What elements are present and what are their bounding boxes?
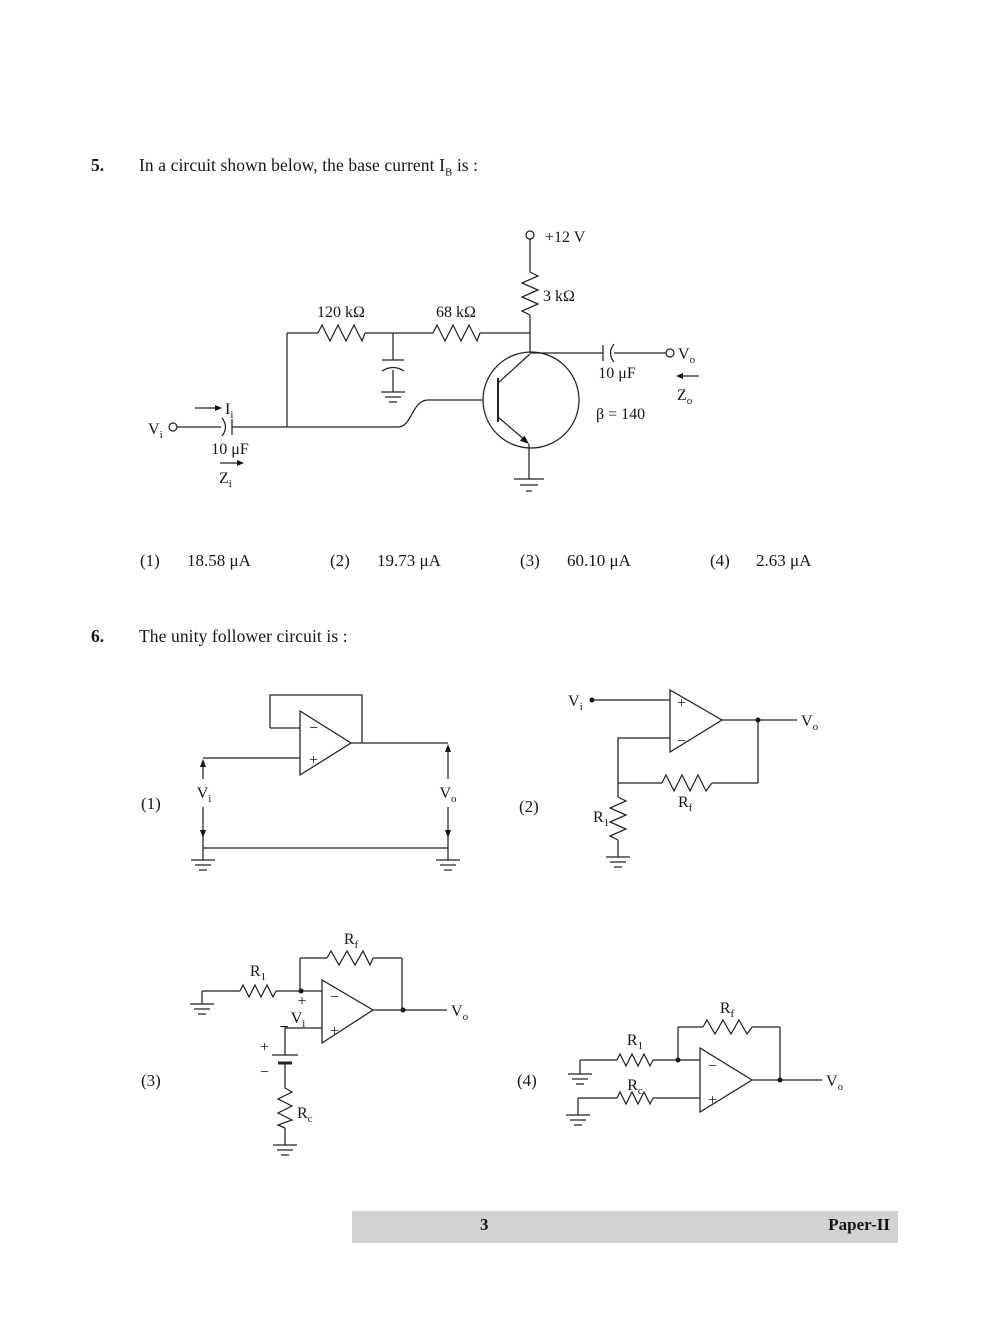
r1-resistor — [580, 1032, 700, 1066]
vi-plus-sign: + — [297, 993, 307, 1010]
transistor — [483, 352, 579, 448]
q5-option-1-num: (1) — [140, 551, 160, 570]
ground-symbol-right — [436, 848, 460, 870]
rf-label: $R_f$ — [678, 794, 693, 814]
ground-symbol-top — [568, 1060, 592, 1084]
r1-resistor — [593, 783, 626, 857]
ground-symbol — [381, 392, 405, 402]
q6-option-4-circuit — [555, 995, 855, 1145]
ground-symbol-left — [191, 848, 215, 870]
opamp-plus-input: + — [708, 1092, 718, 1109]
footer-bar — [352, 1211, 898, 1243]
ground-symbol-bottom — [273, 1145, 297, 1155]
opamp-minus-input: − — [677, 733, 687, 750]
rc-label: $R_c$ — [297, 1105, 313, 1125]
question-6-header — [91, 626, 348, 647]
vi-minus-sign: − — [279, 1019, 289, 1036]
output-cap-label: 10 μF — [598, 365, 636, 382]
q5-option-2-num: (2) — [330, 551, 350, 570]
opamp — [700, 1048, 752, 1112]
base-wire — [232, 400, 498, 427]
supply-label: +12 V — [545, 229, 586, 246]
q5-option-4-num: (4) — [710, 551, 730, 570]
q6-option-2-num: (2) — [519, 797, 539, 816]
r1-label: $R_1$ — [249, 963, 267, 983]
q6-option-4-num: (4) — [517, 1071, 537, 1090]
noninverting-input-wire — [285, 1028, 322, 1055]
vi-voltage-arrow — [197, 759, 212, 848]
ii-label: $I_i$ — [225, 401, 234, 421]
vo-label: $V_o$ — [439, 785, 457, 805]
vi-label: $V_i$ — [290, 1010, 306, 1030]
opamp-plus-input: + — [309, 752, 319, 769]
subscript-B: B — [445, 166, 453, 179]
vi-label: $V_i$ — [568, 693, 583, 713]
feedback-resistor — [618, 775, 758, 814]
r1-label: $R_1$ — [626, 1032, 644, 1052]
battery-minus-sign: − — [259, 1064, 269, 1081]
question-5-header — [91, 155, 478, 179]
input-current-arrow — [195, 401, 233, 421]
opamp-minus-input: − — [330, 989, 340, 1006]
ground-symbol — [606, 857, 630, 867]
question-5-number: 5. — [91, 155, 105, 175]
zo-label: $Z_o$ — [677, 387, 693, 407]
paper-label: Paper-II — [828, 1215, 890, 1234]
resistor-68k — [433, 325, 480, 341]
rf-label: $R_f$ — [719, 1000, 735, 1020]
question-5-text: In a circuit shown below, the base current $I_B$ is : — [139, 155, 479, 179]
q6-option-3-circuit — [185, 925, 485, 1170]
collector-resistor — [522, 272, 575, 353]
inverting-input-wire — [618, 738, 670, 783]
q5-circuit-diagram — [140, 220, 720, 510]
q5-option-3-num: (3) — [520, 551, 540, 570]
resistor-120k — [318, 325, 365, 341]
ground-symbol-left — [190, 991, 214, 1014]
input-cap-label: 10 μF — [211, 441, 249, 458]
feedback-resistor — [300, 931, 402, 1010]
zi-label: $Z_i$ — [219, 470, 232, 490]
q6-option-1-circuit — [190, 685, 470, 890]
input-terminal — [148, 421, 221, 441]
question-6-number: 6. — [91, 626, 105, 646]
vi-label: $V_i$ — [148, 421, 163, 441]
question-6-text: The unity follower circuit is : — [139, 626, 348, 646]
resistor-68k-label: 68 kΩ — [436, 304, 476, 321]
input-capacitor — [211, 418, 249, 458]
battery-plus-sign: + — [259, 1039, 269, 1056]
supply-terminal — [526, 229, 586, 272]
vo-label: $V_o$ — [801, 713, 819, 733]
q5-option-4-value: 2.63 μA — [756, 551, 812, 570]
opamp-plus-input: + — [677, 695, 687, 712]
vo-voltage-arrow — [439, 744, 457, 848]
ground-symbol-bottom — [566, 1098, 590, 1125]
q5-option-1-value: 18.58 μA — [187, 551, 251, 570]
opamp — [322, 980, 373, 1043]
feedback-resistor — [678, 1000, 780, 1080]
input-impedance-arrow — [219, 460, 244, 490]
page-number: 3 — [480, 1215, 489, 1234]
resistor-120k-label: 120 kΩ — [317, 304, 365, 321]
collector-resistor-label: 3 kΩ — [543, 288, 575, 305]
r1-label: $R_1$ — [593, 809, 610, 829]
vo-label: $V_o$ — [678, 346, 696, 366]
q5-option-2-value: 19.73 μA — [377, 551, 441, 570]
vi-label: $V_i$ — [196, 785, 212, 805]
q6-option-1-num: (1) — [141, 794, 161, 813]
beta-label: β = 140 — [596, 406, 646, 423]
q5-option-3-value: 60.10 μA — [567, 551, 631, 570]
rc-resistor — [278, 1088, 313, 1145]
opamp-plus-input: + — [330, 1023, 340, 1040]
opamp-minus-input: − — [309, 720, 319, 737]
rc-label: $R_c$ — [627, 1077, 643, 1097]
r1-resistor — [202, 963, 322, 997]
rc-resistor — [578, 1077, 700, 1104]
vi-polarity-marks — [279, 993, 306, 1036]
opamp — [300, 711, 351, 775]
battery — [260, 1039, 298, 1088]
output-impedance-arrow — [676, 373, 699, 407]
opamp-minus-input: − — [708, 1058, 718, 1075]
q6-option-2-circuit — [560, 685, 860, 885]
bypass-capacitor — [381, 333, 405, 402]
opamp — [670, 690, 722, 752]
q6-option-3-num: (3) — [141, 1071, 161, 1090]
rf-label: $R_f$ — [343, 931, 359, 951]
vo-label: $V_o$ — [826, 1073, 844, 1093]
vo-label: $V_o$ — [451, 1003, 469, 1023]
emitter-ground — [514, 444, 544, 491]
